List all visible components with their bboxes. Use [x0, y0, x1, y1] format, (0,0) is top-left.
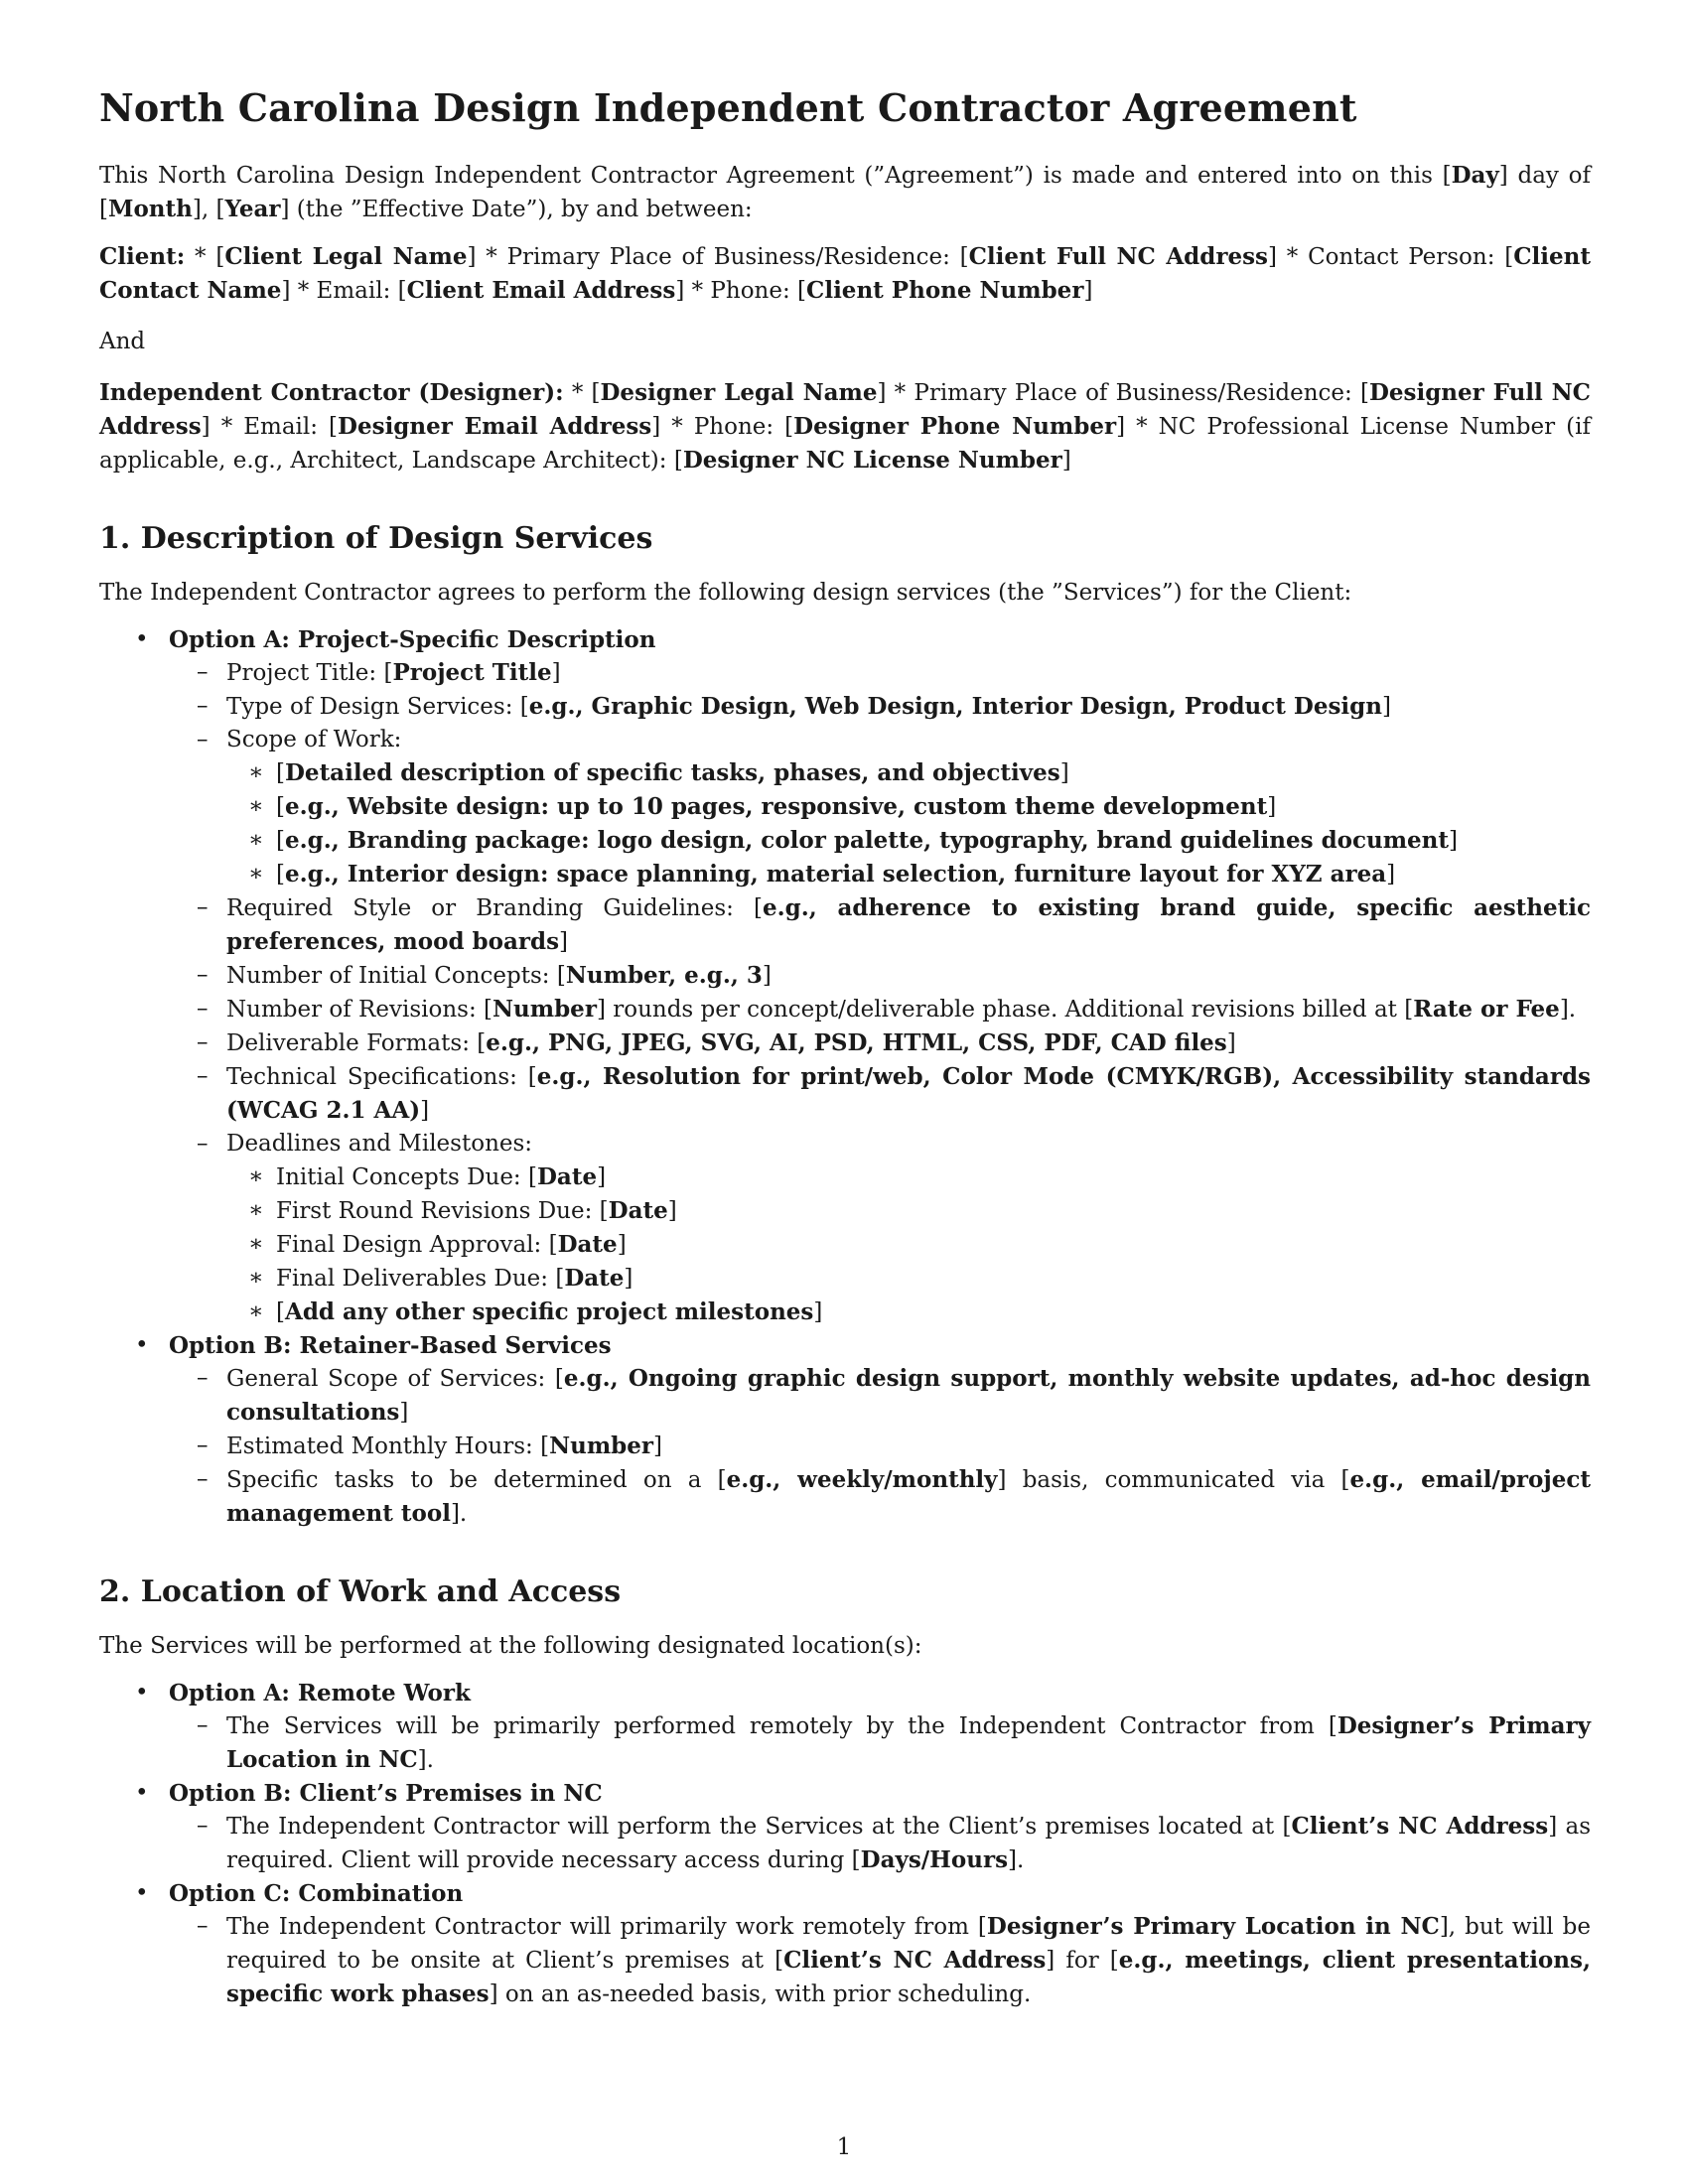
option-b-title: • Option B: Retainer-Based Services: [169, 1331, 612, 1359]
list-item: [99, 623, 1591, 1329]
list-item: – The Services will be primarily performed remotely by the Independent Contractor from [Designer’s Primary Location in NC].: [167, 1709, 1591, 1777]
document-page: [99, 85, 1591, 2011]
list-item: – Deadlines and Milestones: ∗ Initial Concepts Due: [Date] ∗ First Round Revisions Due: [Date] ∗ Final Design Approval: [Date] ∗ Final Deliverables Due: [Date] ∗ [Add any other specific project milestones]: [167, 1128, 1591, 1329]
section-2-heading: 2. Location of Work and Access: [99, 1573, 622, 1609]
list-item: ∗ Final Deliverables Due: [Date]: [226, 1262, 1591, 1296]
month-placeholder: Month: [107, 195, 193, 222]
page-number: 1: [836, 2134, 852, 2160]
intro-paragraph: This North Carolina Design Independent Contractor Agreement (”Agreement”) is made and entered into on this [Day] day of [Month], [Year] (the ”Effective Date”), by and between:: [99, 161, 1591, 222]
section-2-options: [99, 1677, 1591, 2011]
day-placeholder: Day: [1451, 161, 1499, 189]
list-item: – Required Style or Branding Guidelines: [e.g., adherence to existing brand guide, specific aesthetic preferences, mood boards]: [167, 891, 1591, 959]
option-a-title: • Option A: Project-Specific Description: [169, 625, 656, 653]
list-item: – The Independent Contractor will perform the Services at the Client’s premises located at [Client’s NC Address] as required. Client will provide necessary access during [Days/Hours].: [167, 1810, 1591, 1877]
list-item: – Number of Revisions: [Number] rounds per concept/deliverable phase. Additional revisions billed at [Rate or Fee].: [167, 993, 1591, 1026]
list-item: ∗ First Round Revisions Due: [Date]: [226, 1194, 1591, 1228]
and-text: And: [99, 328, 146, 354]
list-item: [99, 1877, 1591, 2011]
list-item: – The Independent Contractor will primarily work remotely from [Designer’s Primary Location in NC], but will be required to be onsite at Client’s premises at [Client’s NC Address] for [e.g., meetings, client presentations, specific work phases] on an as-needed basis, with prior scheduling.: [167, 1910, 1591, 2011]
list-item: – General Scope of Services: [e.g., Ongoing graphic design support, monthly website updates, ad-hoc design consultations]: [167, 1362, 1591, 1430]
client-block: Client: * [Client Legal Name] * Primary Place of Business/Residence: [Client Full NC Address] * Contact Person: [Client Contact Name] * Email: [Client Email Address] * Phone: [Client Phone Number]: [99, 242, 1592, 304]
section-1-options: [99, 623, 1591, 1531]
list-item: ∗ [e.g., Website design: up to 10 pages, responsive, custom theme development]: [226, 790, 1591, 824]
list-item: – Deliverable Formats: [e.g., PNG, JPEG, SVG, AI, PSD, HTML, CSS, PDF, CAD files]: [167, 1026, 1591, 1060]
section-2-intro: The Services will be performed at the following designated location(s):: [99, 1632, 922, 1659]
location-option-a-title: • Option A: Remote Work: [169, 1679, 471, 1706]
list-item: ∗ Initial Concepts Due: [Date]: [226, 1160, 1591, 1194]
list-item: ∗ [e.g., Interior design: space planning, material selection, furniture layout for XYZ area]: [226, 858, 1591, 891]
designer-block: Independent Contractor (Designer): * [Designer Legal Name] * Primary Place of Business/Residence: [Designer Full NC Address] * Email: [Designer Email Address] * Phone: [Designer Phone Number] * NC Professional License Number (if applicable, e.g., Architect, Landscape Architect): [Designer NC License Number]: [99, 378, 1591, 474]
list-item: – Project Title: [Project Title]: [167, 656, 1591, 690]
list-item: – Estimated Monthly Hours: [Number]: [167, 1430, 1591, 1463]
list-item: – Type of Design Services: [e.g., Graphic Design, Web Design, Interior Design, Product Design]: [167, 690, 1591, 724]
list-item: [99, 1777, 1591, 1877]
list-item: – Specific tasks to be determined on a [e.g., weekly/monthly] basis, communicated via [e.g., email/project management tool].: [167, 1463, 1591, 1531]
section-1-heading: 1. Description of Design Services: [99, 520, 653, 556]
location-option-b-title: • Option B: Client’s Premises in NC: [169, 1779, 603, 1807]
list-item: ∗ [Add any other specific project milestones]: [226, 1296, 1591, 1329]
list-item: – Number of Initial Concepts: [Number, e.g., 3]: [167, 959, 1591, 993]
list-item: ∗ [Detailed description of specific tasks, phases, and objectives]: [226, 756, 1591, 790]
list-item: – Scope of Work: ∗ [Detailed description of specific tasks, phases, and objectives] ∗ [e.g., Website design: up to 10 pages, responsive, custom theme development] ∗ [e.g., Branding package: logo design, color palette, typography, brand guidelines document] ∗ [e.g., Interior design: space planning, material selection, furniture layout for XYZ area]: [167, 724, 1591, 891]
year-placeholder: Year: [224, 195, 281, 222]
list-item: – Technical Specifications: [e.g., Resolution for print/web, Color Mode (CMYK/RGB), Accessibility standards (WCAG 2.1 AA)]: [167, 1060, 1591, 1128]
section-1-intro: The Independent Contractor agrees to perform the following design services (the ”Services”) for the Client:: [99, 579, 1352, 606]
document-title: North Carolina Design Independent Contractor Agreement: [99, 85, 1357, 130]
list-item: ∗ [e.g., Branding package: logo design, color palette, typography, brand guidelines document]: [226, 824, 1591, 858]
list-item: ∗ Final Design Approval: [Date]: [226, 1228, 1591, 1262]
list-item: [99, 1677, 1591, 1777]
location-option-c-title: • Option C: Combination: [169, 1879, 464, 1907]
list-item: [99, 1329, 1591, 1531]
